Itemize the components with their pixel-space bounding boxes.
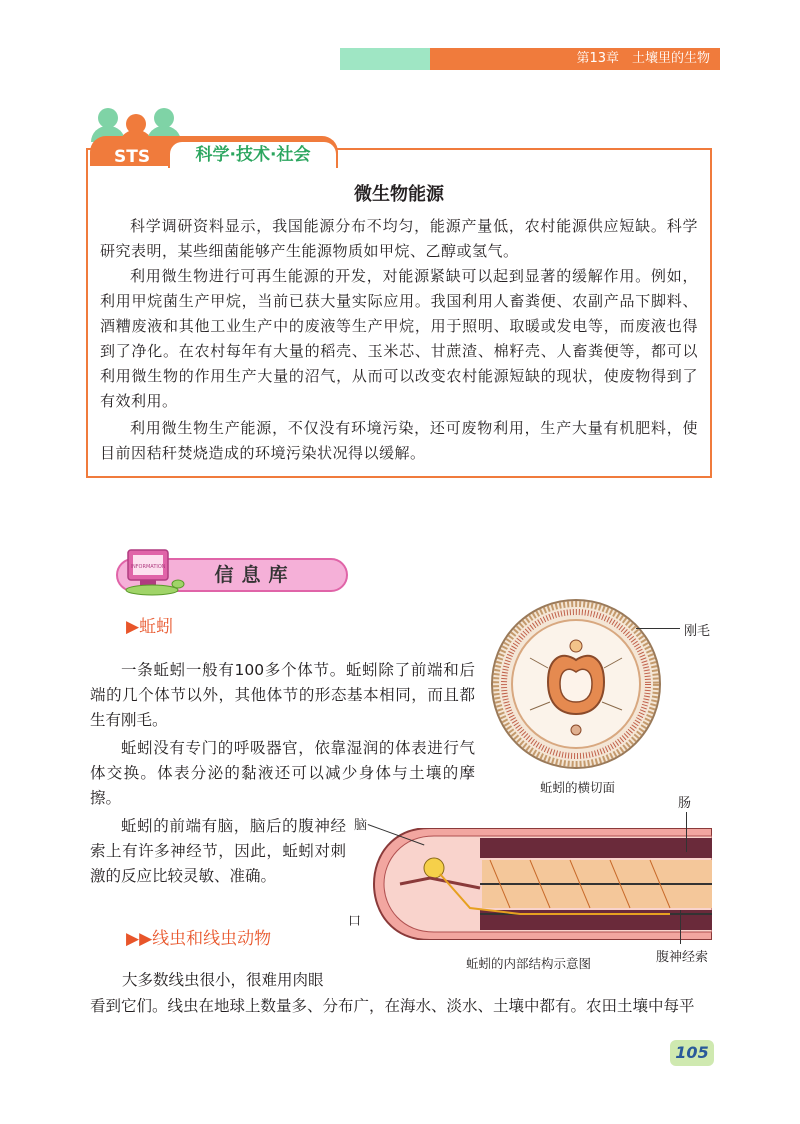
earthworm-paragraph-1: 一条蚯蚓一般有100多个体节。蚯蚓除了前端和后端的几个体节以外，其他体节的形态基本相同，而且都生有刚毛。 <box>90 661 475 729</box>
label-brain: 脑 <box>354 818 368 833</box>
internal-structure-caption: 蚯蚓的内部结构示意图 <box>466 956 592 971</box>
gut-pointer <box>686 812 687 852</box>
monitor-text: INFORMATION <box>130 564 166 570</box>
label-gut: 肠 <box>678 796 692 811</box>
earthworm-paragraph-2: 蚯蚓没有专门的呼吸器官，依靠湿润的体表进行气体交换。体表分泌的黏液还可以减少身体与土壤的摩擦。 <box>90 739 475 807</box>
header-band-green <box>340 48 430 70</box>
sts-heading: 微生物能源 <box>354 184 444 205</box>
sts-tab-title: 科学·技术·社会 <box>168 140 338 168</box>
earthworm-heading: ▶蚯蚓 <box>126 617 174 637</box>
sts-badge: STS <box>114 147 151 167</box>
nerve-pointer <box>680 910 681 944</box>
bristle-pointer <box>636 628 680 629</box>
sts-paragraph-3: 利用微生物生产能源，不仅没有环境污染，还可废物利用，生产大量有机肥料，使目前因秸秆焚烧造成的环境污染状况得以缓解。 <box>100 419 698 462</box>
nematode-line-1: 大多数线虫很小，很难用肉眼 <box>122 971 324 989</box>
earthworm-paragraph-3: 蚯蚓的前端有脑，脑后的腹神经索上有许多神经节，因此，蚯蚓对刺激的反应比较灵敏、准确。 <box>90 817 346 885</box>
page-number: 105 <box>670 1040 714 1066</box>
nematode-heading: ▶▶线虫和线虫动物 <box>126 929 272 949</box>
label-bristle: 刚毛 <box>684 624 711 639</box>
cross-section-caption: 蚯蚓的横切面 <box>540 780 616 795</box>
info-library-title: 信息库 <box>214 564 296 586</box>
sts-paragraph-2: 利用微生物进行可再生能源的开发，对能源紧缺可以起到显著的缓解作用。例如，利用甲烷菌生产甲烷，当前已获大量实际应用。我国利用人畜粪便、农副产品下脚料、酒糟废液和其他工业生产中的废液等生产甲烷，用于照明、取暖或发电等，而废液也得到了净化。在农村每年有大量的稻壳、玉米芯、甘蔗渣、棉籽壳、人畜粪便等，都可以利用微生物的作用生产大量的沼气，从而可以改变农村能源短缺的现状，使废物得到了有效利用。 <box>100 267 698 410</box>
earthworm-cross-section-figure <box>490 598 662 770</box>
sts-paragraph-1: 科学调研资料显示，我国能源分布不均匀，能源产量低，农村能源供应短缺。科学研究表明，某些细菌能够产生能源物质如甲烷、乙醇或氢气。 <box>100 217 698 260</box>
chapter-title: 第13章 土壤里的生物 <box>576 51 710 66</box>
label-mouth: 口 <box>348 914 362 929</box>
nematode-line-2: 看到它们。线虫在地球上数量多、分布广，在海水、淡水、土壤中都有。农田土壤中每平 <box>90 997 695 1015</box>
label-ventral-nerve: 腹神经索 <box>656 950 709 965</box>
